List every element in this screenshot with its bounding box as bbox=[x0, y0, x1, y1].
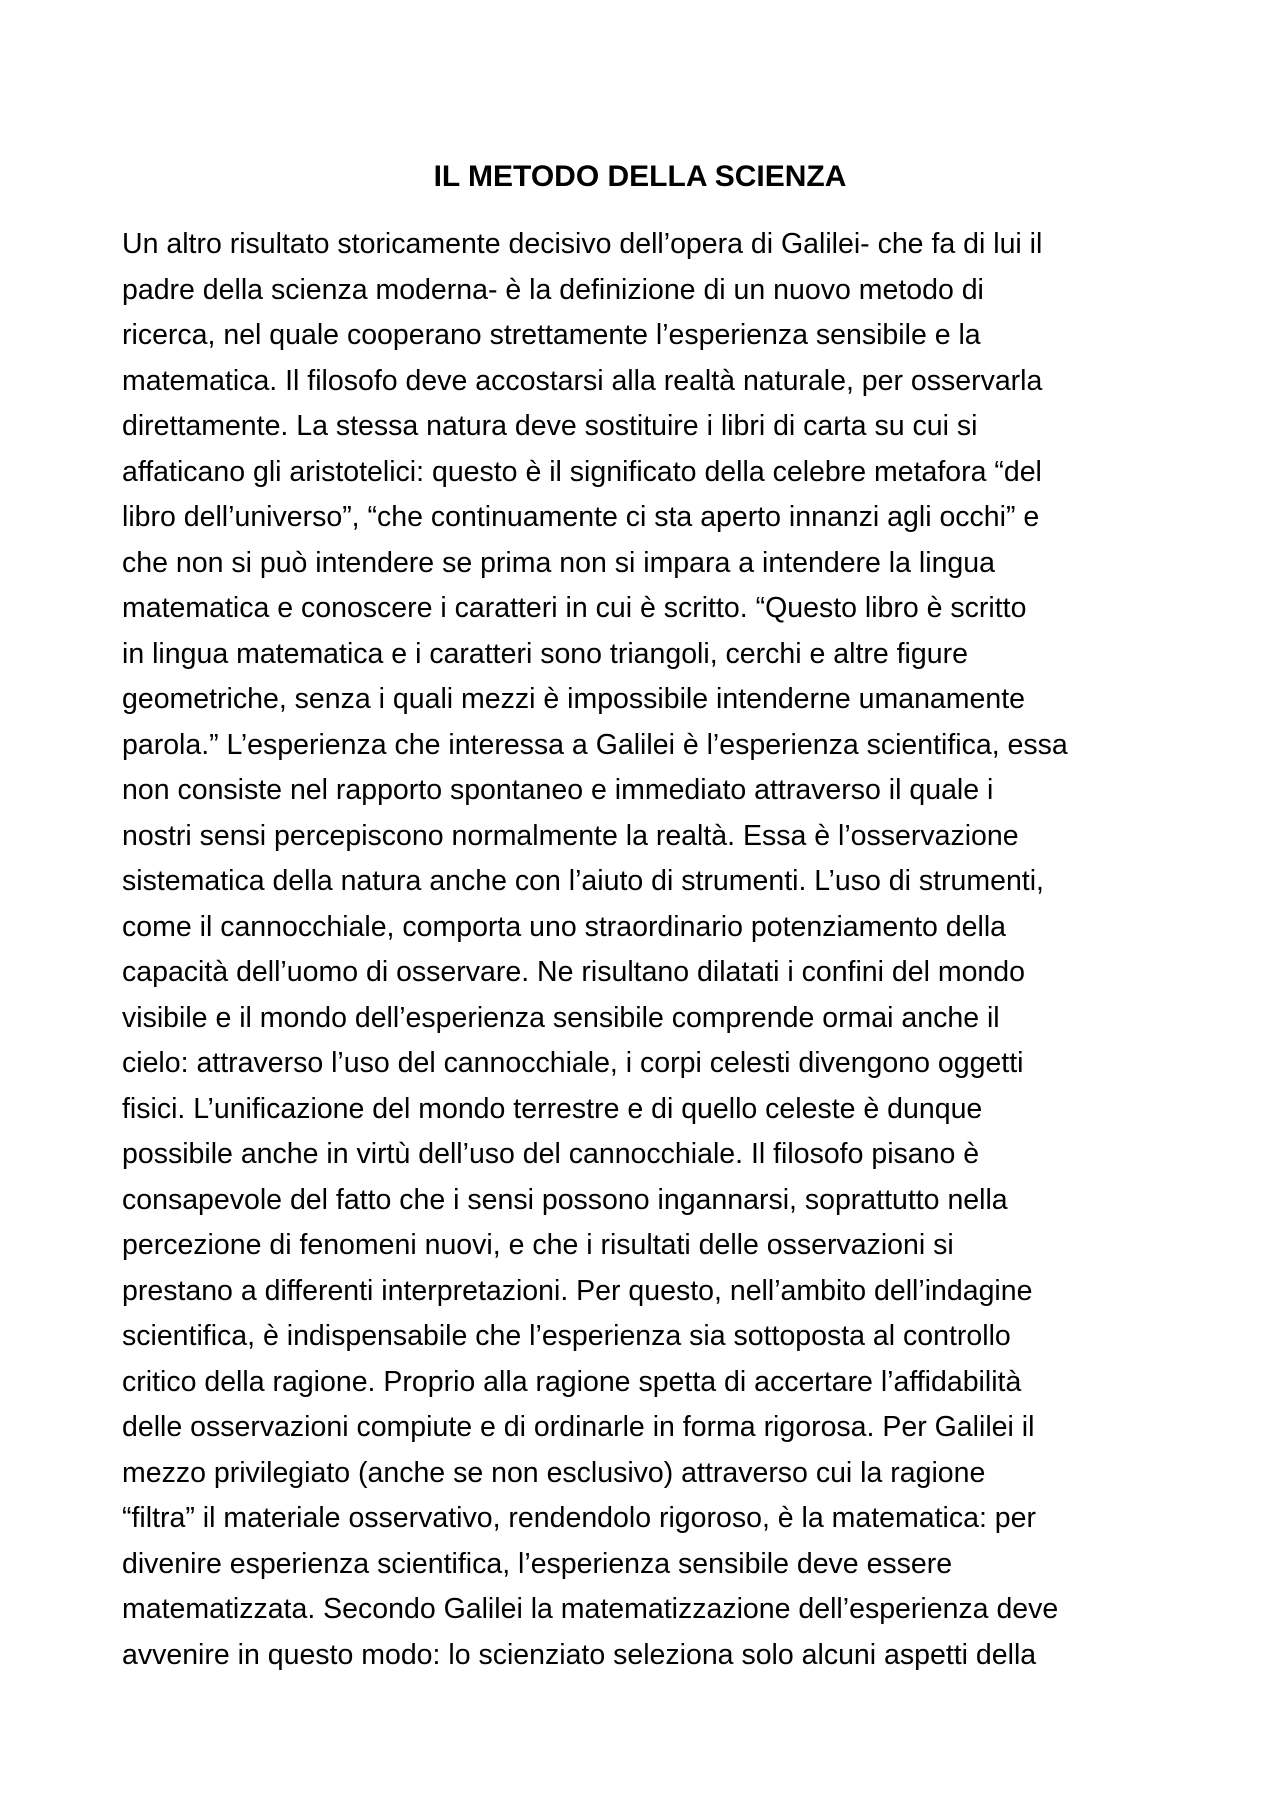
text-line: libro dell’universo”, “che continuamente ci sta aperto innanzi agli occhi” e bbox=[122, 501, 1040, 533]
text-line: Un altro risultato storicamente decisivo dell’opera di Galilei- che fa di lui il bbox=[122, 228, 1043, 260]
text-line: avvenire in questo modo: lo scienziato seleziona solo alcuni aspetti della bbox=[122, 1638, 1037, 1671]
text-line: divenire esperienza scientifica, l’esperienza sensibile deve essere bbox=[122, 1547, 953, 1580]
text-line: visibile e il mondo dell’esperienza sensibile comprende ormai anche il bbox=[122, 1001, 1000, 1034]
text-line: critico della ragione. Proprio alla ragione spetta di accertare l’affidabilità bbox=[122, 1365, 1022, 1398]
text-line: “filtra” il materiale osservativo, rendendolo rigoroso, è la matematica: per bbox=[122, 1502, 1036, 1534]
text-line: fisici. L’unificazione del mondo terrestre e di quello celeste è dunque bbox=[122, 1092, 983, 1125]
text-line: nostri sensi percepiscono normalmente la realtà. Essa è l’osservazione bbox=[122, 819, 1019, 852]
text-line: come il cannocchiale, comporta uno straordinario potenziamento della bbox=[122, 910, 1007, 943]
text-line: che non si può intendere se prima non si impara a intendere la lingua bbox=[122, 546, 995, 579]
text-line: consapevole del fatto che i sensi possono ingannarsi, soprattutto nella bbox=[122, 1183, 1008, 1216]
text-line: cielo: attraverso l’uso del cannocchiale, i corpi celesti divengono oggetti bbox=[122, 1047, 1024, 1079]
text-line: parola.” L’esperienza che interessa a Galilei è l’esperienza scientifica, essa bbox=[122, 728, 1068, 761]
text-line: non consiste nel rapporto spontaneo e immediato attraverso il quale i bbox=[122, 774, 994, 806]
page-title: IL METODO DELLA SCIENZA bbox=[433, 160, 847, 193]
text-line: matematica. Il filosofo deve accostarsi alla realtà naturale, per osservarla bbox=[122, 364, 1043, 397]
text-line: matematica e conoscere i caratteri in cui è scritto. “Questo libro è scritto bbox=[122, 592, 1027, 624]
text-line: direttamente. La stessa natura deve sostituire i libri di carta su cui si bbox=[122, 410, 978, 442]
text-line: mezzo privilegiato (anche se non esclusivo) attraverso cui la ragione bbox=[122, 1456, 986, 1489]
text-line: matematizzata. Secondo Galilei la matematizzazione dell’esperienza deve bbox=[122, 1593, 1059, 1625]
text-line: delle osservazioni compiute e di ordinarle in forma rigorosa. Per Galilei il bbox=[122, 1411, 1035, 1443]
text-line: geometriche, senza i quali mezzi è impossibile intenderne umanamente bbox=[122, 683, 1025, 715]
text-line: padre della scienza moderna- è la definizione di un nuovo metodo di bbox=[122, 273, 984, 306]
text-line: affaticano gli aristotelici: questo è il significato della celebre metafora “del bbox=[122, 455, 1042, 488]
body-paragraph bbox=[122, 222, 1180, 1678]
text-line: scientifica, è indispensabile che l’esperienza sia sottoposta al controllo bbox=[122, 1320, 1011, 1352]
text-line: percezione di fenomeni nuovi, e che i risultati delle osservazioni si bbox=[122, 1229, 954, 1261]
text-line: capacità dell’uomo di osservare. Ne risultano dilatati i confini del mondo bbox=[122, 956, 1025, 988]
text-line: sistematica della natura anche con l’aiuto di strumenti. L’uso di strumenti, bbox=[122, 865, 1044, 897]
text-line: prestano a differenti interpretazioni. Per questo, nell’ambito dell’indagine bbox=[122, 1274, 1033, 1307]
text-line: ricerca, nel quale cooperano strettamente l’esperienza sensibile e la bbox=[122, 319, 981, 351]
text-line: in lingua matematica e i caratteri sono triangoli, cerchi e altre figure bbox=[122, 637, 968, 670]
text-line: possibile anche in virtù dell’uso del cannocchiale. Il filosofo pisano è bbox=[122, 1138, 980, 1170]
